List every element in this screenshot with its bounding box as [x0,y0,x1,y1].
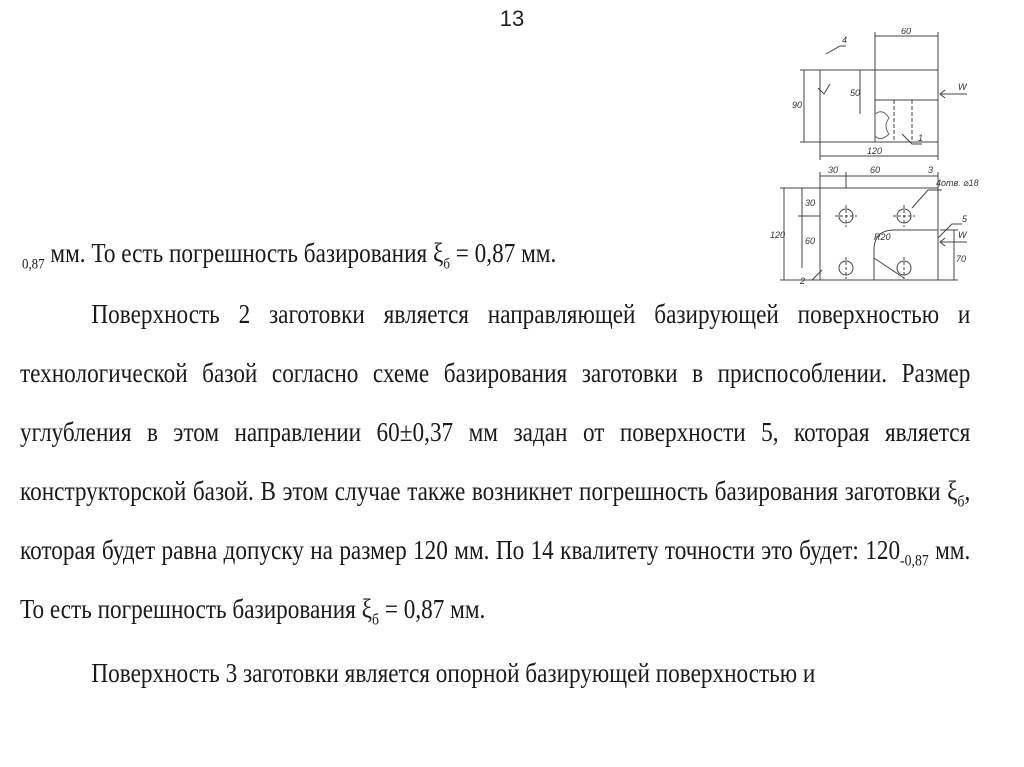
paragraph-surface-2 [20,285,970,639]
fragment-tail: = 0,87 мм. [449,238,557,268]
fragment-subscript: 0,87 [22,256,45,273]
dim-60: 60 [870,165,881,175]
body-text [20,285,970,703]
dim-right-70: 70 [956,254,967,264]
fragment-line [22,238,556,273]
xi-subscript: б [957,493,965,511]
xi-subscript: б [443,256,450,273]
dim-left-90: 90 [792,100,803,110]
callout-5: 5 [962,214,968,224]
top-view-pocket [875,100,938,142]
page-number: 13 [499,6,525,31]
dim-left-60: 60 [805,236,816,246]
paragraph-text: Поверхность 2 заготовки является направляющей базирующей поверхностью и технологической базой согласно схеме базирования заготовки в приспособлении. Размер углубления в этом направлении 60±0,37 мм задан от поверхности 5, которая является конструкторской базой. В этом случае также возникнет погрешность базирования заготовки ξ [20,299,971,506]
callout-2: 2 [800,276,806,286]
callout-1: 1 [918,133,924,143]
callout-3: 3 [928,165,934,175]
holes-label: 4отв. ⌀18 [936,178,979,188]
dim-inner-50: 50 [850,88,861,98]
force-label-top: W [958,82,967,92]
dim-30: 30 [828,165,839,175]
xi-subscript: б [372,611,380,629]
paragraph-text: мм. То есть погрешность базирования ξ [20,535,971,624]
dim-top-60: 60 [901,28,912,36]
callout-4: 4 [842,35,848,45]
fragment-text: мм. То есть погрешность базирования ξ [44,238,444,268]
radius-label: R20 [874,232,891,242]
paragraph-text: , которая будет равна допуску на размер 120 мм. По 14 квалитету точности это будет: 120 [20,476,971,565]
paragraph-surface-3 [20,644,970,703]
paragraph-text: = 0,87 мм. [379,594,486,624]
dim-left-120: 120 [770,230,786,240]
dim-left-30: 30 [805,198,816,208]
tolerance-subscript: -0,87 [900,552,929,570]
technical-drawing [762,28,998,296]
force-label-front: W [958,230,967,240]
dim-bottom-120: 120 [867,146,883,156]
paragraph-text: Поверхность 3 заготовки является опорной базирующей поверхностью и [91,658,816,688]
top-view-outline [820,70,938,142]
